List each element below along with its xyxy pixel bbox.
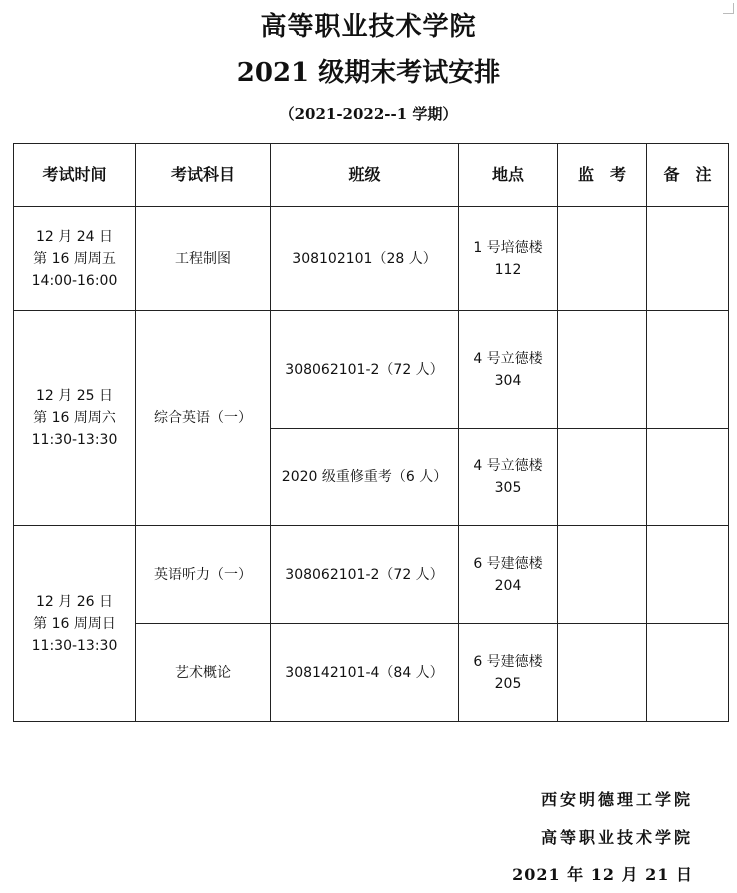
room-number: 304 [494,372,522,389]
exam-location-cell [459,207,558,311]
building-name: 4 号立德楼 [473,458,543,474]
room-number: 204 [494,577,522,594]
table-row [14,207,729,311]
exam-location-cell [459,311,558,429]
table-row [14,311,729,429]
notes-cell [647,624,729,722]
notes-cell [647,207,729,311]
exam-class-cell: 308102101（28 人） [271,207,459,311]
room-number: 205 [494,675,522,692]
room-number: 305 [494,480,522,496]
exam-time-cell [14,526,136,722]
exam-hours: 11:30-13:30 [31,637,118,654]
column-header-time: 考试时间 [14,144,136,207]
exam-time-cell [14,311,136,526]
exam-class-cell: 308062101-2（72 人） [271,311,459,429]
column-header-subject: 考试科目 [136,144,271,207]
column-header-location: 地点 [459,144,558,207]
exam-class-cell: 2020 级重修重考（6 人） [271,429,459,526]
proctor-cell [558,311,647,429]
proctor-cell [558,429,647,526]
exam-location-cell [459,429,558,526]
notes-cell [647,526,729,624]
exam-subject-cell: 综合英语（一） [136,311,271,526]
issuer-college: 高等职业技术学院 [540,828,693,847]
building-name: 4 号立德楼 [473,350,543,367]
building-name: 6 号建德楼 [473,555,543,572]
issue-date: 2021 年 12 月 21 日 [512,865,693,884]
exam-subject-cell: 艺术概论 [136,624,271,722]
proctor-cell [558,624,647,722]
exam-date: 12 月 25 日 [36,388,113,404]
exam-subject-cell: 工程制图 [136,207,271,311]
exam-class-cell: 308062101-2（72 人） [271,526,459,624]
exam-subject-cell: 英语听力（一） [136,526,271,624]
building-name: 6 号建德楼 [473,653,543,670]
exam-date: 12 月 24 日 [36,228,113,245]
exam-schedule-table [13,143,729,722]
exam-week: 第 16 周周五 [33,250,116,267]
issuer-university: 西安明德理工学院 [540,790,693,809]
exam-hours: 11:30-13:30 [31,432,118,448]
proctor-cell [558,526,647,624]
exam-class-cell: 308142101-4（84 人） [271,624,459,722]
exam-hours: 14:00-16:00 [31,272,118,289]
term-label: （2021-2022--1 学期） [279,105,458,123]
document-title: 高等职业技术学院 [260,12,477,42]
document-subtitle: 2021 级期末考试安排 [236,58,501,88]
column-header-notes: 备 注 [647,144,729,207]
notes-cell [647,311,729,429]
table-header-row [14,144,729,207]
exam-time-cell [14,207,136,311]
notes-cell [647,429,729,526]
exam-week: 第 16 周周六 [33,410,116,426]
exam-location-cell [459,624,558,722]
exam-location-cell [459,526,558,624]
column-header-proctor: 监 考 [558,144,647,207]
exam-date: 12 月 26 日 [36,593,113,610]
exam-week: 第 16 周周日 [33,615,116,632]
column-header-class: 班级 [271,144,459,207]
proctor-cell [558,207,647,311]
table-row [14,526,729,624]
room-number: 112 [494,261,522,278]
building-name: 1 号培德楼 [473,239,543,256]
